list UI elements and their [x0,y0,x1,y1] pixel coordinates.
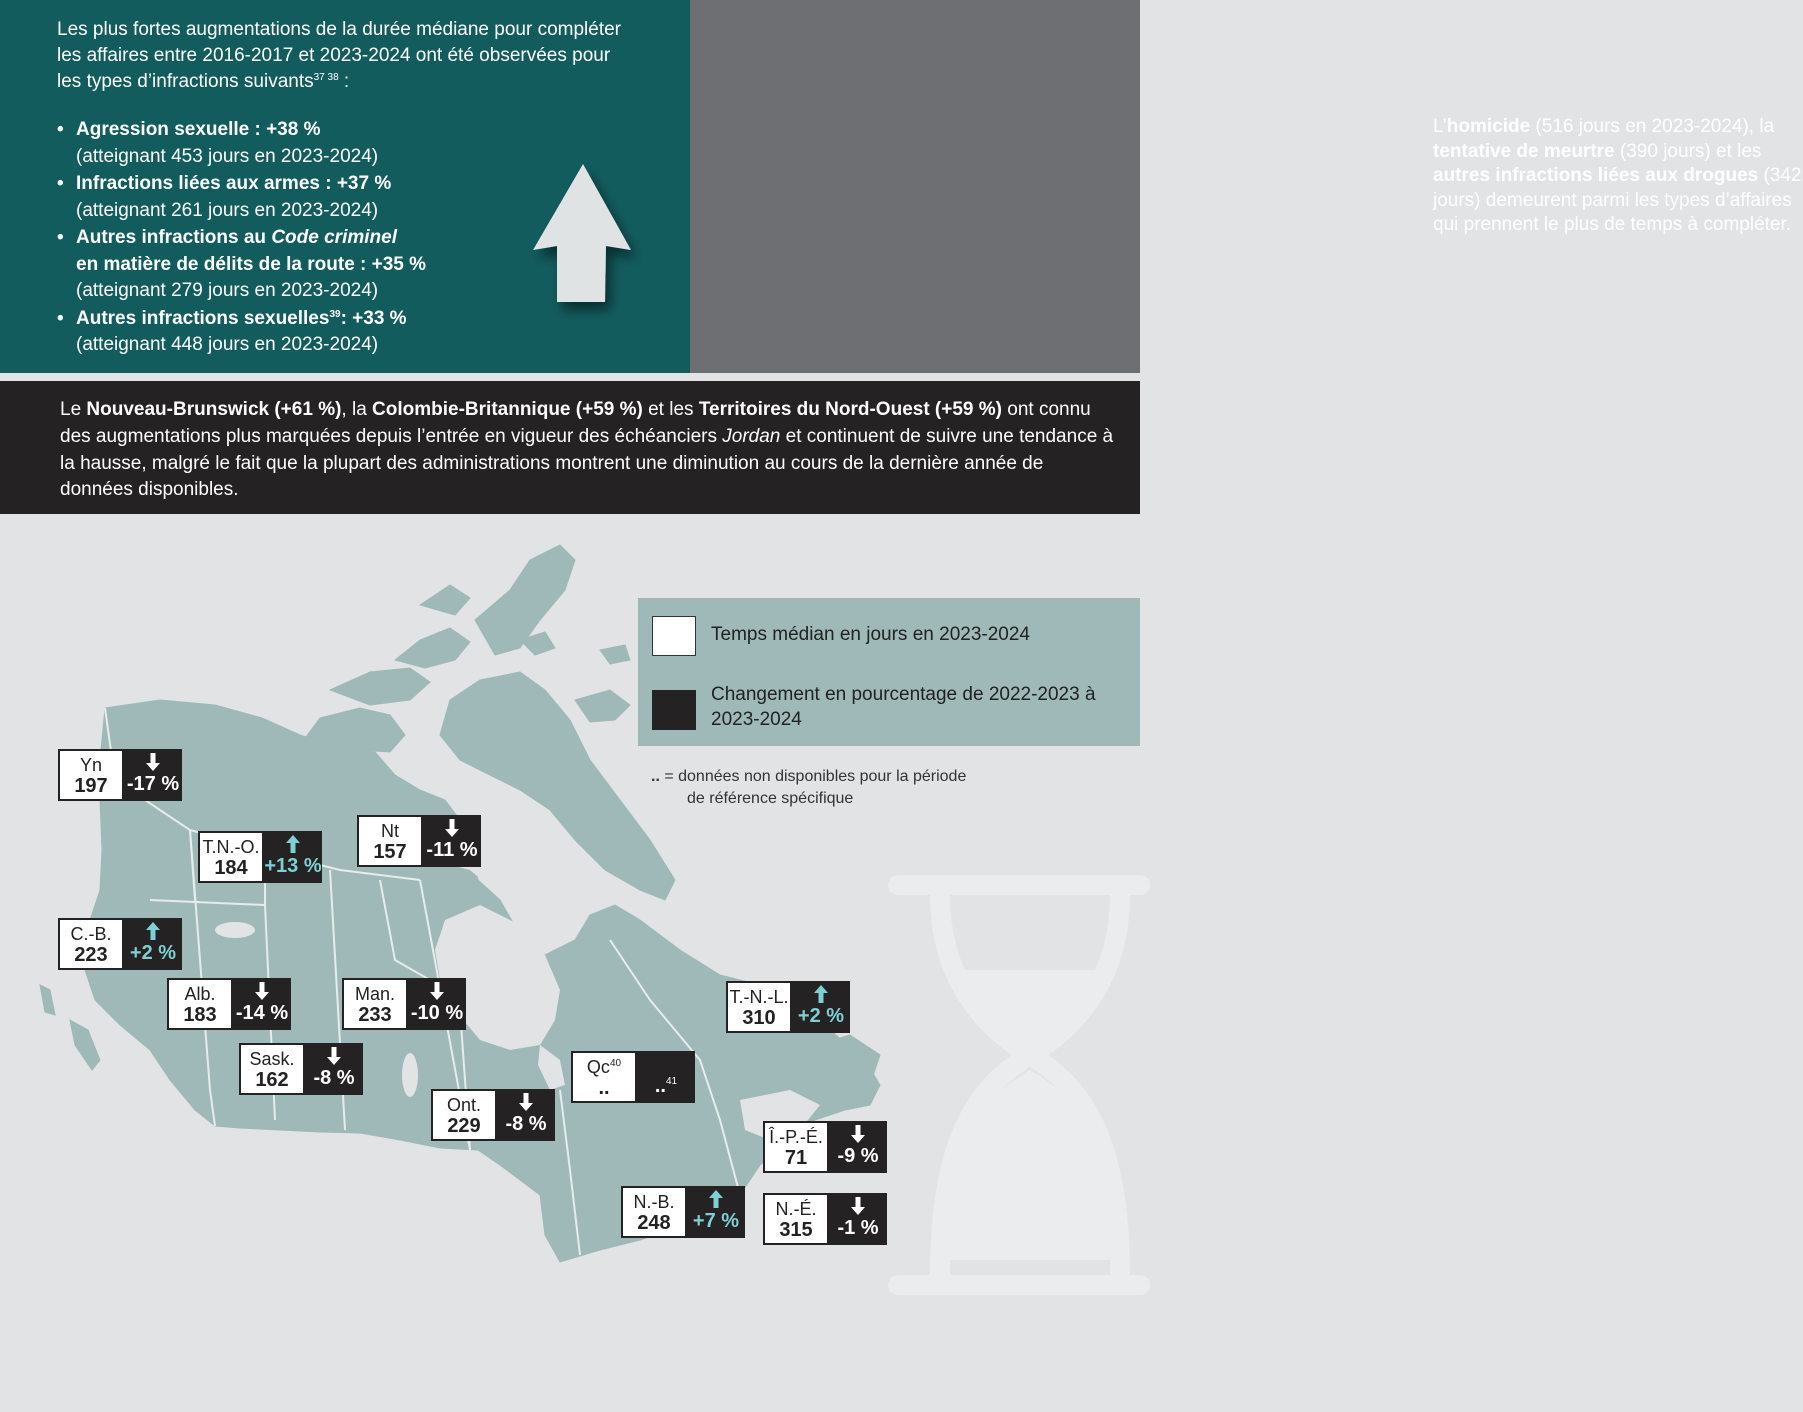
province-name: Nt [381,821,399,841]
province-name: N.-É. [775,1199,817,1219]
intro-text: Les plus fortes augmentations de la durée médiane pour compléter les affaires entre 2016-2017 et 2023-2024 ont été observées pour les types d’infractions suivants$^{37 38}$ : [57,19,622,92]
arctic-island [600,645,630,664]
legend-note: .. = données non disponibles pour la période [651,768,967,785]
arrow-up-icon [814,985,828,1003]
longest-cases-text: L’homicide (516 jours en 2023-2024), la tentative de meurtre (390 jours) et les autres infractions liées aux drogues (342 jours) demeurent parmi les types d’affaires qui prennent le plus de temps à compléter. [1433,116,1802,235]
arrow-up-icon [709,1190,723,1208]
arctic-island [420,585,470,615]
arctic-island [575,690,630,722]
province-name: T.N.-O. [202,837,260,857]
island-vancouver [70,1020,100,1070]
arrow-down-icon [829,1193,887,1217]
percent-change: ..$^{41}$ [654,1075,678,1097]
arrow-up-icon [124,918,182,942]
province-label-yn [58,749,182,801]
province-name: N.-B. [633,1192,675,1212]
province-name: Ont. [446,1095,481,1115]
legend-label-change: Changement en pourcentage de 2022-2023 à 2023-2024 [711,684,1096,730]
intro-footnote-refs: 37 38 [313,72,339,83]
percent-change: +13 % [264,855,322,877]
percent-change: -14 % [235,1002,289,1024]
offence-increase-list [57,117,527,360]
footnote-ref: 40 [609,1058,622,1069]
arrow-down-icon [327,1047,341,1065]
arrow-down-icon [430,982,444,1000]
list-item: • Agression sexuelle : +38 % (atteignant 453 jours en 2023-2024) [57,117,527,170]
arrow-down-icon [305,1043,363,1067]
median-days: 184 [214,857,248,879]
arctic-island [395,628,470,668]
list-item: • Infractions liées aux armes : +37 % (atteignant 261 jours en 2023-2024) [57,171,527,224]
percent-change: -1 % [837,1217,879,1239]
up-arrow-icon [527,160,639,310]
footnote-ref: 41 [666,1076,678,1087]
top-right-panel [690,0,1802,373]
province-name: Man. [354,984,396,1004]
percent-change: -11 % [426,839,478,861]
percent-change: -17 % [126,773,180,795]
median-days: 197 [74,775,108,797]
median-days: 157 [373,841,407,863]
arrow-up-icon [792,981,850,1005]
arrow-down-icon [829,1121,887,1145]
province-name: Sask. [249,1049,295,1069]
median-days: 310 [742,1007,776,1029]
island-haida-gwaii [40,985,55,1015]
arrow-down-icon [408,978,466,1002]
province-label-nb [621,1186,745,1238]
province-label-sask [239,1043,363,1095]
median-days: 229 [447,1115,481,1137]
province-label-nt [357,815,481,867]
province-label-ipe [763,1121,887,1173]
median-days: 71 [784,1147,808,1169]
province-label-man [342,978,466,1030]
percent-change: -8 % [313,1067,355,1089]
median-days: 315 [779,1219,813,1241]
arrow-down-icon [519,1093,533,1111]
arrow-up-icon [264,831,322,855]
arrow-down-icon [851,1125,865,1143]
percent-change: +7 % [692,1210,740,1232]
province-label-cb [58,918,182,970]
province-label-ont [431,1089,555,1141]
percent-change: -10 % [410,1002,464,1024]
province-label-tnl [726,981,850,1033]
province-name: Alb. [184,984,216,1004]
arrow-down-icon [124,749,182,773]
arrow-down-icon [423,815,481,839]
arrow-up-icon [146,922,160,940]
province-label-alb [167,978,291,1030]
arrow-up-icon [286,835,300,853]
province-name: Î.-P.-É. [769,1127,823,1147]
arctic-island [330,668,430,705]
arrow-down-icon [497,1089,555,1113]
median-days: 233 [358,1004,392,1026]
arctic-island [300,708,405,752]
median-days: .. [598,1077,610,1099]
legend-swatch-change [652,690,696,730]
percent-change: +2 % [129,942,177,964]
hourglass-icon [880,855,1140,1315]
median-days: 223 [74,944,108,966]
province-name: Qc$^{40}$ [586,1057,622,1077]
province-name: Yn [79,755,103,775]
top-left-panel [0,0,690,373]
province-label-ne [763,1193,887,1245]
jurisdiction-summary-band [0,381,1140,514]
jurisdiction-summary-text: Le Nouveau-Brunswick (+61 %), la Colombie-Britannique (+59 %) et les Territoires du Nord-Ouest (+59 %) ont connu des augmentations plus marquées depuis l’entrée en vigueur des échéanciers Jordan et continuent de suivre une tendance à la hausse, malgré le fait que la plupart des administrations montrent une diminution au cours de la dernière année de données disponibles. [60,399,1114,501]
list-item: • Autres infractions sexuelles$^{39}$: +33 % (atteignant 448 jours en 2023-2024) [57,306,527,359]
percent-change: -8 % [505,1113,547,1135]
arrow-up-icon [687,1186,745,1210]
legend-swatch-days [652,616,696,656]
percent-change: +2 % [797,1005,845,1027]
map-legend [638,598,1140,746]
legend-note-line2: de référence spécifique [687,790,854,807]
province-name: C.-B. [70,924,112,944]
province-name: T.-N.-L. [729,987,789,1007]
list-item: • Autres infractions au Code criminel en matière de délits de la route : +35 % (atteignant 279 jours en 2023-2024) [57,225,527,305]
province-label-tno [198,831,322,883]
legend-label-days: Temps médian en jours en 2023-2024 [711,624,1030,645]
median-days: 162 [255,1069,289,1091]
province-label-qc [571,1051,695,1103]
median-days: 183 [183,1004,217,1026]
arrow-down-icon [255,982,269,1000]
median-days: 248 [637,1212,671,1234]
arrow-down-icon [445,819,459,837]
arrow-down-icon [233,978,291,1002]
arrow-down-icon [851,1197,865,1215]
percent-change: -9 % [837,1145,879,1167]
arrow-down-icon [146,753,160,771]
